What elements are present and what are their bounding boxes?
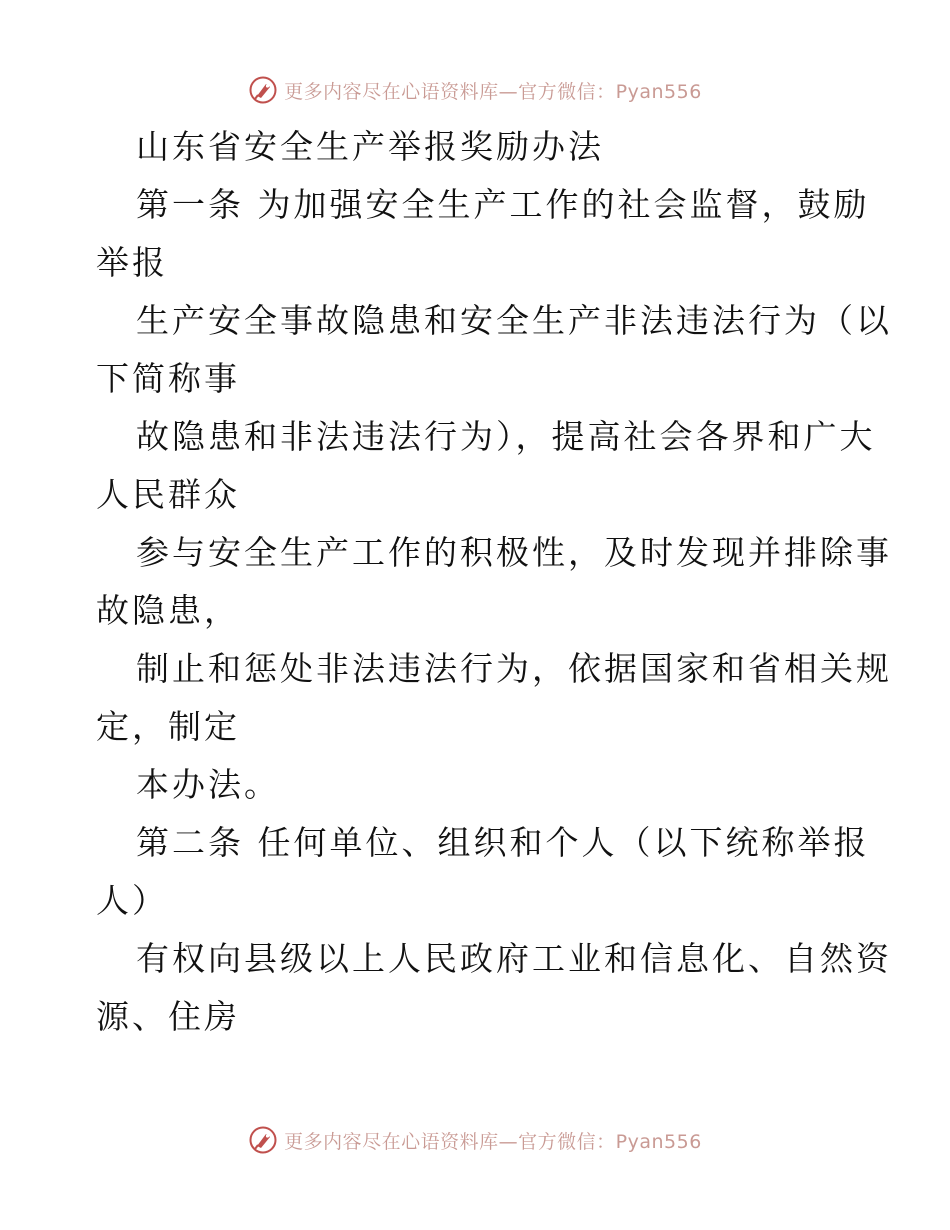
paragraph-line: 人） xyxy=(96,881,168,920)
paragraph-line: 举报 xyxy=(96,243,168,282)
paragraph-line: 人民群众 xyxy=(96,475,240,514)
pen-nib-logo-icon xyxy=(248,75,278,105)
watermark-text: 更多内容尽在心语资料库—官方微信：Pyan556 xyxy=(284,80,702,103)
paragraph-line: 第二条 任何单位、组织和个人（以下统称举报 xyxy=(136,823,870,862)
paragraph-line: 定，制定 xyxy=(96,707,240,746)
paragraph-line: 故隐患和非法违法行为），提高社会各界和广大 xyxy=(136,417,876,456)
paragraph-line: 本办法。 xyxy=(136,765,280,804)
paragraph-line: 制止和惩处非法违法行为，依据国家和省相关规 xyxy=(136,649,892,688)
paragraph-line: 第一条 为加强安全生产工作的社会监督，鼓励 xyxy=(136,185,870,224)
document-title: 山东省安全生产举报奖励办法 xyxy=(136,127,604,166)
watermark-text: 更多内容尽在心语资料库—官方微信：Pyan556 xyxy=(284,1130,702,1153)
document-body xyxy=(96,118,892,1046)
header-watermark xyxy=(0,72,950,108)
paragraph-line: 源、住房 xyxy=(96,997,240,1036)
paragraph-line: 生产安全事故隐患和安全生产非法违法行为（以 xyxy=(136,301,892,340)
pen-nib-logo-icon xyxy=(248,1125,278,1155)
paragraph-line: 有权向县级以上人民政府工业和信息化、自然资 xyxy=(136,939,892,978)
paragraph-line: 参与安全生产工作的积极性，及时发现并排除事 xyxy=(136,533,892,572)
paragraph-line: 故隐患， xyxy=(96,591,240,630)
paragraph-line: 下简称事 xyxy=(96,359,240,398)
footer-watermark xyxy=(0,1122,950,1158)
